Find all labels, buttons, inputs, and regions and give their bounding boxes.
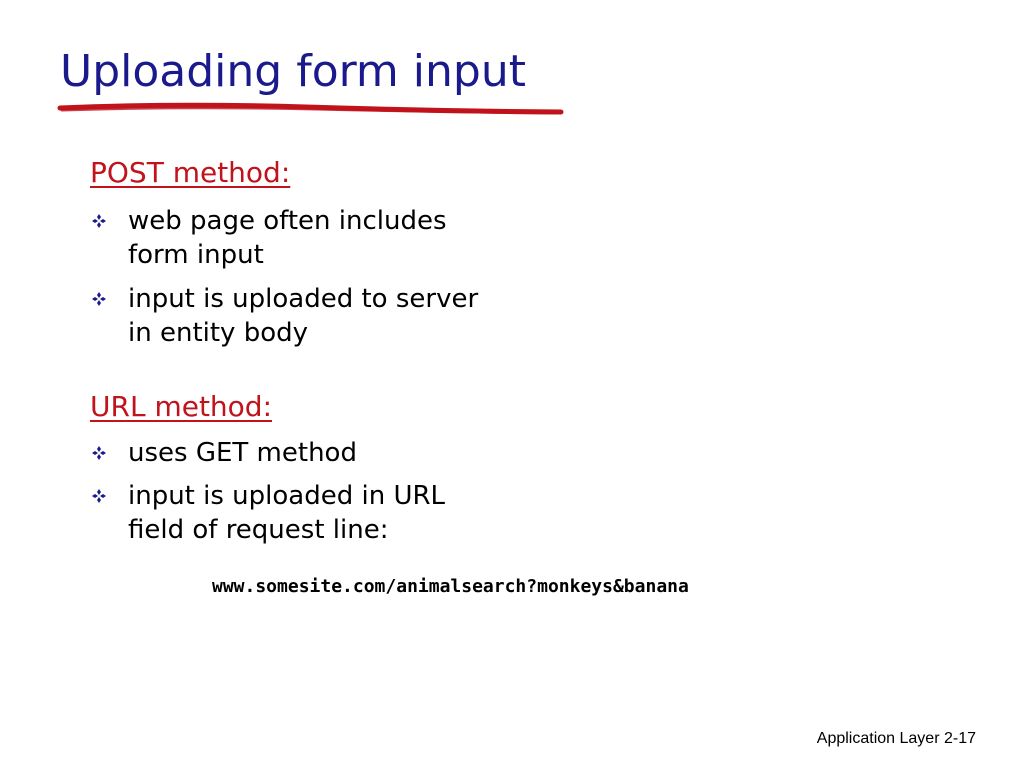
title-underline-stroke — [56, 100, 566, 120]
bullet-text: web page often includes form input — [128, 206, 447, 270]
bullet-text: input is uploaded to server in entity body — [128, 284, 479, 348]
url-example: www.somesite.com/animalsearch?monkeys&banana — [212, 576, 689, 597]
bullet-text: uses GET method — [128, 438, 357, 468]
four-diamond-bullet-icon — [92, 292, 106, 306]
four-diamond-bullet-icon — [92, 214, 106, 228]
four-diamond-bullet-icon — [92, 489, 106, 503]
section-heading-url: URL method: — [90, 390, 273, 423]
section-heading-post: POST method: — [90, 156, 291, 189]
bullet-text: input is uploaded in URL field of request line: — [128, 481, 446, 545]
slide-footer: Application Layer 2-17 — [816, 730, 976, 747]
four-diamond-bullet-icon — [92, 446, 106, 460]
slide-title: Uploading form input — [60, 46, 526, 97]
